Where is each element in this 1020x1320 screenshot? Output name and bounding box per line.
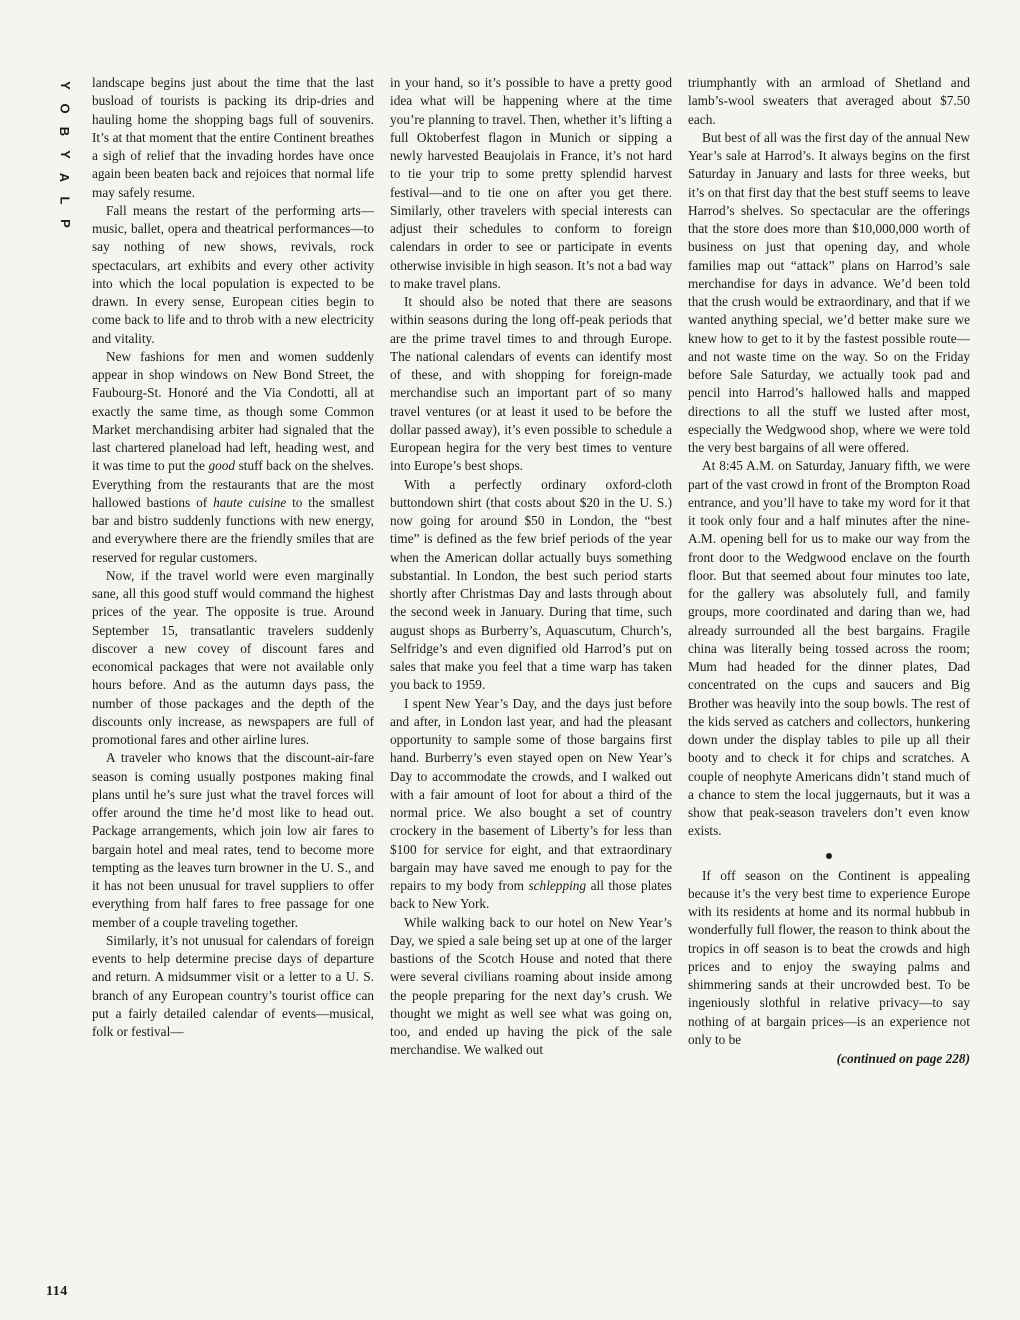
page-number: 114 [46, 1284, 68, 1299]
text-run: stuff back on the shelves. Everything from the restaurants that are the most hallowed bastions of [92, 458, 374, 510]
paragraph: At 8:45 A.M. on Saturday, January fifth, we were part of the vast crowd in front of the Brompton Road entrance, and you’ll have to take my word for it that it took only four and a half minutes after the nine-A.M. opening bell for us to make our way from the front door to the Wedgwood enclave on the fourth floor. But that seemed about four minutes too late, for the gallery was absolutely full, and family groups, more coordinated and daring than we, had already surrounded all the best bargains. Fragile china was literally being tossed across the room; Mum had headed for the dinner plates, Dad concentrated on the cups and saucers and Big Brother was heavily into the soup bowls. The rest of the kids served as catchers and collectors, hunkering down under the display tables to pile up all their booty and to check it for chips and scratches. A couple of neophyte Americans didn’t stand much of a chance to stem the local juggernauts, but it was a show that peak-season travelers don’t even know exists. [688, 458, 970, 839]
paragraph [390, 695, 672, 914]
paragraph: If off season on the Continent is appealing because it’s the very best time to experience Europe with its residents at home and its normal hubbub in wonderfully full flower, the reason to think about the tropics in off season is to beat the crowds and high prices and to enjoy the swaying palms and shimmering sands at their uncrowded best. To be ingeniously slothful in relative privacy—to say nothing of at bargain prices—is an experience not only to be [688, 867, 970, 1047]
magazine-name-vertical [56, 74, 74, 235]
bullet-icon [826, 853, 832, 859]
runner-letter: A [57, 172, 73, 183]
paragraph: It should also be noted that there are seasons within seasons during the long off-peak periods that are the prime travel times to and through Europe. The national calendars of events can identify most of these, and with shopping for foreign-made merchandise such an important part of so many travel ventures (or at least it used to be before the dollar passed away), it’s even possible to schedule a European hegira for the very best times to venture into Europe’s best shops. [390, 294, 672, 474]
continued-note: (continued on page 228) [836, 1051, 970, 1066]
paragraph: landscape begins just about the time that the last busload of tourists is packing its drip-dries and hauling home the shopping bags full of souvenirs. It’s at that moment that the entire Continent breathes a sigh of relief that the invading hordes have once again been beaten back and rejoices that normal life may safely resume. [92, 75, 374, 200]
section-break [688, 847, 970, 863]
paragraph: But best of all was the first day of the annual New Year’s sale at Harrod’s. It always begins on the first Saturday in January and lasts for three weeks, but it’s on that first day that the best stuff seems to leave Harrod’s shelves. So spectacular are the offerings that the store does more than $10,000,000 worth of business on just that opening day, and whole families map out “attack” plans on Harrod’s sale merchandise for days in advance. We’d been told that the crush would be extraordinary, and that if we wanted anything special, we’d better make sure we knew how to get to it by the fastest possible route—and not waste time on the way. So on the Friday before Sale Saturday, we actually took pad and pencil into Harrod’s hallowed halls and mapped directions to all the stuff we lusted after most, especially the Wedgwood shop, where we were told the very best bargains of all were offered. [688, 129, 970, 455]
emphasis: good [208, 458, 236, 474]
text-run: I spent New Year’s Day, and the days just before and after, in London last year, and had the pleasant opportunity to sample some of those bargains first hand. Burberry’s even stayed open on New Year’s Day to accommodate the crowds, and I walked out with a fair amount of loot for about a third of the normal price. We also bought a set of country crockery in the basement of Liberty’s for less than $100 for service for eight, and that extraordinary bargain may have saved me enough to pay for the repairs to my body from [390, 695, 672, 893]
article-column-3 [688, 74, 970, 1300]
paragraph: A traveler who knows that the discount-air-fare season is coming usually postpones making final plans until he’s sure just what the travel forces will offer around the time he’d most like to head out. Package arrangements, which join low air fares to bargain hotel and meal rates, tend to become more tempting as the leaves turn browner in the U. S., and it has not been unusual for travel suppliers to offer everything from half fares to free passage for one member of a couple traveling together. [92, 750, 374, 930]
runner-letter: Y [57, 81, 73, 90]
runner-letter: P [57, 219, 73, 228]
paragraph: Similarly, it’s not unusual for calendars of foreign events to help determine precise days of departure and return. A midsummer visit or a letter to a U. S. branch of any European country’s tourist office can put a fairly detailed calendar of events—musical, folk or festival— [92, 932, 374, 1039]
text-run: all those plates back to New York. [390, 878, 672, 912]
paragraph: Fall means the restart of the performing arts—music, ballet, opera and theatrical performances—to say nothing of new shows, revivals, rock spectaculars, art exhibits and every other activity into which the local population is expected to be drawn. In every sense, European cities begin to come back to life and to throb with a new electricity and vitality. [92, 202, 374, 346]
emphasis: haute cuisine [213, 494, 287, 510]
text-run: New fashions for men and women suddenly appear in shop windows on New Bond Street, the Faubourg-St. Honoré and the Via Condotti, all at exactly the same time, as though some Common Market merchandising arbiter had signaled that the last chartered planeload had left, heading west, and it was time to put the [92, 348, 374, 474]
article-column-2 [390, 74, 672, 1300]
runner-letter: Y [57, 150, 73, 159]
paragraph: triumphantly with an armload of Shetland and lamb’s-wool sweaters that averaged about $7.50 each. [688, 75, 970, 127]
paragraph: Now, if the travel world were even marginally sane, all this good stuff would command the highest prices of the year. The opposite is true. Around September 15, transatlantic travelers suddenly discover a new covey of discount fares and economical packages that were not available only hours before. And as the autumn days pass, the number of those packages and the depth of the discounts only increase, as newspapers are full of promotional fares and other airline lures. [92, 567, 374, 747]
article-column-1 [92, 74, 374, 1300]
paragraph: in your hand, so it’s possible to have a pretty good idea what will be happening where at the time you’re planning to travel. Then, whether it’s lifting a full Oktoberfest flagon in Munich or sipping a newly harvested Beaujolais in France, it’s not hard to tie your trip to some pretty splendid harvest festival—and to tie one on after you get there. Similarly, other travelers with special interests can adjust their schedules to conform to foreign calendars in order to see or participate in events otherwise invisible in high season. It’s not a bad way to make travel plans. [390, 75, 672, 291]
paragraph: With a perfectly ordinary oxford-cloth buttondown shirt (that costs about $20 in the U. S.) now going for around $50 in London, the “best time” is defined as the few brief periods of the year when the American dollar actually buys something substantial. In London, the best such period starts shortly after Christmas Day and lasts through about the second week in January. During that time, such august shops as Burberry’s, Aquascutum, Church’s, Selfridge’s and even dignified old Harrod’s put on sales that make you feel that a time warp has taken you back to 1959. [390, 476, 672, 693]
paragraph: While walking back to our hotel on New Year’s Day, we spied a sale being set up at one of the larger bastions of the Scotch House and noted that there were several civilians roaming about inside among the people preparing for the next day’s crush. We thought we might as well see what was going on, too, and ended up having the pick of the sale merchandise. We walked out [390, 914, 672, 1058]
runner-letter: O [57, 103, 73, 114]
runner-letter: L [57, 196, 73, 205]
emphasis: schlepping [528, 878, 587, 893]
runner-letter: B [57, 126, 73, 137]
paragraph [92, 348, 374, 567]
text-run: to the smallest bar and bistro suddenly functions with new energy, and everywhere there are the friendly smiles that are reserved for regular customers. [92, 494, 374, 565]
